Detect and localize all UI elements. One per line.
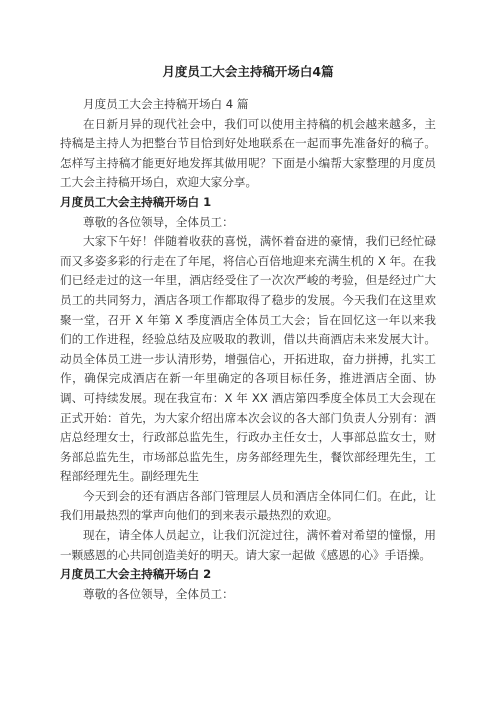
paragraph: 尊敬的各位领导，全体员工：: [83, 214, 234, 229]
document-title: 月度员工大会主持稿开场白4篇: [162, 64, 334, 79]
section-heading: 月度员工大会主持稿开场白 1: [60, 194, 212, 209]
paragraph: 尊敬的各位领导，全体员工：: [83, 586, 234, 601]
document-body: [60, 95, 436, 604]
paragraph: 大家下午好！伴随着收获的喜悦，满怀着奋进的豪情，我们已经忙碌而又多姿多彩的行走在了年尾，将信心百倍地迎来充满生机的 X 年。在我们已经走过的这一年里，酒店经受住了一次次严峻的考验，但是经过广大员工的共同努力，酒店各项工作都取得了稳步的发展。今天我们在这里欢聚一堂，召开 X 年第 X 季度酒店全体员工大会；旨在回忆这一年以来我们的工作进程，经验总结及应吸取的教训，借以共商酒店未来发展大计。动员全体员工进一步认清形势，增强信心，开拓进取，奋力拼搏，扎实工作，确保完成酒店在新一年里确定的各项目标任务，推进酒店全面、协调、可持续发展。现在我宣布：X 年 XX 酒店第四季度全体员工大会现在正式开始：首先，为大家介绍出席本次会议的各大部门负责人分别有：酒店总经理女士，行政部总监先生，行政办主任女士，人事部总监女士，财务部总监先生，市场部总监先生，房务部经理先生，餐饮部经理先生，工程部经理先生。副经理先生: [60, 234, 436, 484]
paragraph: 现在，请全体人员起立，让我们沉淀过往，满怀着对希望的憧憬，用一颗感恩的心共同创造美好的明天。请大家一起做《感恩的心》手语操。: [60, 528, 436, 562]
paragraph: 在日新月异的现代社会中，我们可以使用主持稿的机会越来越多，主持稿是主持人为把整台节目恰到好处地联系在一起而事先准备好的稿子。怎样写主持稿才能更好地发挥其做用呢？下面是小编帮大家整理的月度员工大会主持稿开场白，欢迎大家分享。: [60, 116, 436, 190]
paragraph: 月度员工大会主持稿开场白 4 篇: [83, 97, 249, 111]
paragraph: 今天到会的还有酒店各部门管理层人员和酒店全体同仁们。在此，让我们用最热烈的掌声向他们的到来表示最热烈的欢迎。: [60, 488, 436, 523]
section-heading: 月度员工大会主持稿开场白 2: [60, 567, 212, 582]
